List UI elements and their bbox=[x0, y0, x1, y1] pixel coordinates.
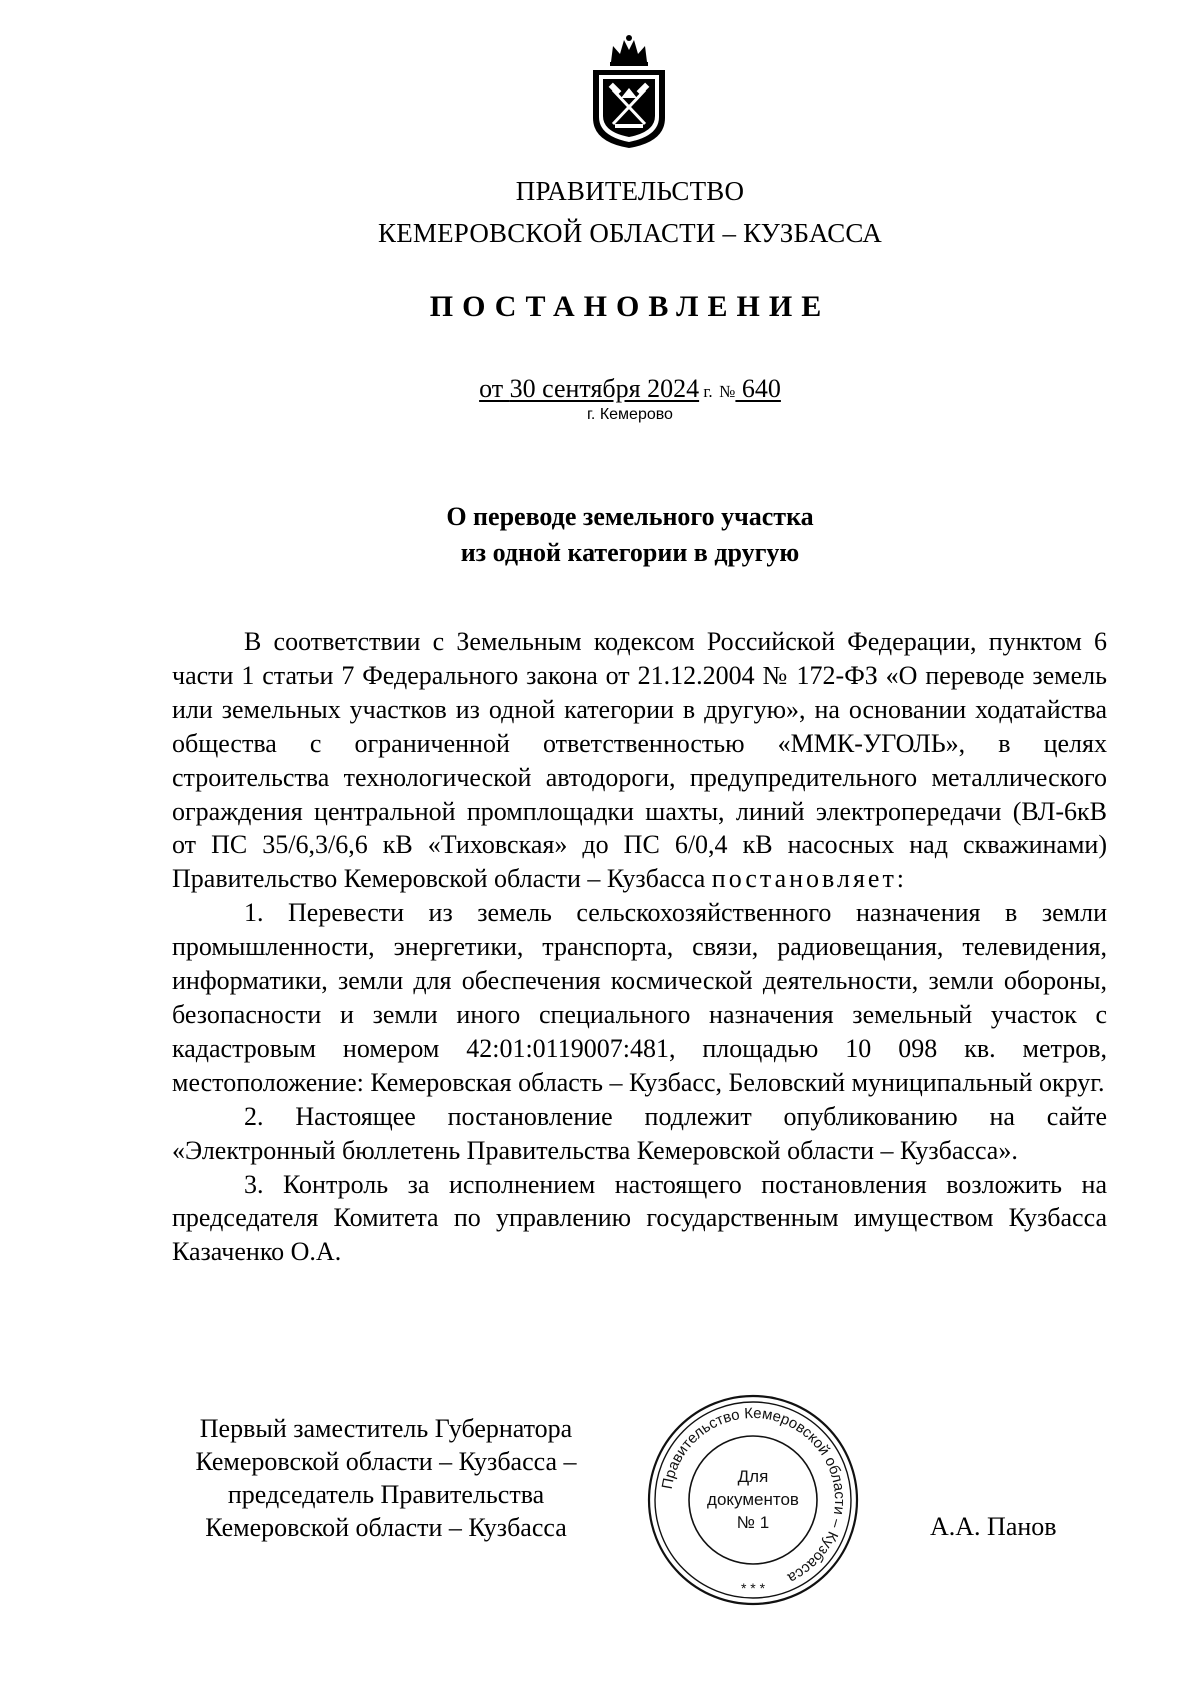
signer-position-line4: Кемеровской области – Кузбасса bbox=[205, 1513, 567, 1542]
document-number: 640 bbox=[735, 374, 781, 403]
document-date: 30 сентября 2024 bbox=[509, 374, 700, 403]
document-type: ПОСТАНОВЛЕНИЕ bbox=[429, 290, 831, 323]
official-stamp bbox=[643, 1390, 863, 1610]
title-line2: из одной категории в другую bbox=[460, 538, 800, 567]
stamp-center-line3: № 1 bbox=[736, 1513, 770, 1532]
coat-of-arms-emblem bbox=[589, 32, 669, 150]
number-sign: № bbox=[719, 382, 736, 401]
title-line1: О переводе земельного участка bbox=[446, 502, 814, 531]
document-date-number bbox=[0, 374, 1200, 404]
government-name-line2: КЕМЕРОВСКОЙ ОБЛАСТИ – КУЗБАССА bbox=[378, 218, 882, 248]
stamp-ring-text: Правительство Кемеровской области – Кузбасса bbox=[658, 1404, 849, 1587]
stamp-center-line1: Для bbox=[737, 1467, 769, 1486]
stamp-center-line2: документов bbox=[707, 1490, 799, 1509]
document-title bbox=[0, 499, 1200, 571]
document-city: г. Кемерово bbox=[587, 406, 673, 423]
item-3: 3. Контроль за исполнением настоящего постановления возложить на председателя Комитета по управлению государственным имуществом Кузбасса Казаченко О.А. bbox=[172, 1169, 1107, 1267]
signer-position-line3: председатель Правительства bbox=[227, 1480, 545, 1509]
item-2: 2. Настоящее постановление подлежит опубликованию на сайте «Электронный бюллетень Правительства Кемеровской области – Кузбасса». bbox=[172, 1101, 1107, 1165]
preamble-text: В соответствии с Земельным кодексом Российской Федерации, пунктом 6 части 1 статьи 7 Федерального закона от 21.12.2004 № 172-ФЗ «О переводе земель или земельных участков из одной категории в другую», на основании ходатайства общества с ограниченной ответственностью «ММК-УГОЛЬ», в целях строительства технологической автодороги, предупредительного металлического ограждения центральной промплощадки шахты, линий электропередачи (ВЛ-6кВ от ПС 35/6,3/6,6 кВ «Тиховская» до ПС 6/0,4 кВ насосных над скважинами) Правительство Кемеровской области – Кузбасса bbox=[172, 627, 1107, 894]
signer-position bbox=[156, 1412, 616, 1544]
signer-name: А.А. Панов bbox=[930, 1512, 1057, 1541]
stamp-stars: * * * bbox=[740, 1580, 766, 1596]
signer-position-line1: Первый заместитель Губернатора bbox=[199, 1414, 573, 1443]
government-name-line1: ПРАВИТЕЛЬСТВО bbox=[515, 176, 745, 206]
year-suffix: г. bbox=[699, 382, 713, 401]
resolves-word: постановляет: bbox=[711, 864, 908, 894]
item-1: 1. Перевести из земель сельскохозяйственного назначения в земли промышленности, энергетики, транспорта, связи, радиовещания, телевидения, информатики, земли для обеспечения космической деятельности, земли обороны, безопасности и земли иного специального назначения земельный участок с кадастровым номером 42:01:0119007:481, площадью 10 098 кв. метров, местоположение: Кемеровская область – Кузбасс, Беловский муниципальный округ. bbox=[172, 898, 1107, 1097]
preamble-paragraph bbox=[172, 625, 1107, 896]
document-body bbox=[172, 625, 1107, 1269]
signer-position-line2: Кемеровской области – Кузбасса – bbox=[195, 1447, 577, 1476]
date-prefix: от bbox=[479, 374, 510, 403]
